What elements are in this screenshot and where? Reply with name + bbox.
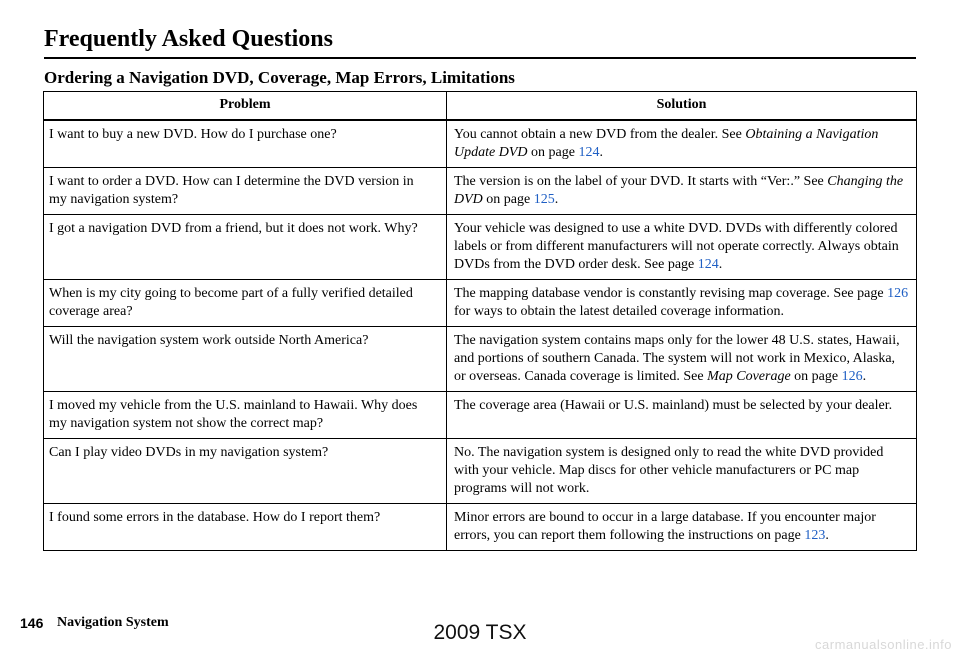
solution-text: Your vehicle was designed to use a white DVD. DVDs with differently colored labels or from different manufacturers will not operate correctly. Always obtain DVDs from the DVD order desk. See page: [454, 221, 899, 272]
reference-title: Changing the DVD: [454, 174, 904, 207]
solution-cell: [447, 215, 917, 280]
solution-text: The coverage area (Hawaii or U.S. mainland) must be selected by your dealer.: [454, 398, 893, 413]
solution-text: You cannot obtain a new DVD from the dealer. See: [454, 127, 746, 142]
table-row: [44, 327, 917, 392]
footer-label: Navigation System: [57, 615, 169, 630]
table-row: [44, 215, 917, 280]
page-number: 146: [20, 615, 44, 631]
page-link[interactable]: 125: [533, 192, 555, 207]
faq-table: [43, 91, 917, 551]
page-link[interactable]: 126: [841, 369, 863, 384]
solution-cell: [447, 120, 917, 168]
section-title: Ordering a Navigation DVD, Coverage, Map Errors, Limitations: [44, 68, 515, 87]
table-row: [44, 280, 917, 327]
table-row: [44, 504, 917, 551]
problem-cell: I want to buy a new DVD. How do I purchase one?: [44, 120, 447, 168]
table-header-row: [44, 92, 917, 121]
problem-cell: I found some errors in the database. How do I report them?: [44, 504, 447, 551]
solution-text: .: [825, 528, 829, 543]
solution-text: .: [599, 145, 603, 160]
solution-text: on page: [482, 192, 534, 207]
watermark-model: 2009 TSX: [433, 621, 527, 644]
solution-text: The navigation system contains maps only for the lower 48 U.S. states, Hawaii, and portions of southern Canada. The system will not work in Mexico, Alaska, or overseas. Canada coverage is limited. See: [454, 333, 900, 384]
table-row: [44, 392, 917, 439]
problem-cell: I want to order a DVD. How can I determine the DVD version in my navigation system?: [44, 168, 447, 215]
page-title: Frequently Asked Questions: [44, 26, 333, 52]
solution-cell: [447, 392, 917, 439]
solution-text: for ways to obtain the latest detailed coverage information.: [454, 304, 785, 319]
solution-text: No. The navigation system is designed only to read the white DVD provided with your vehicle. Map discs for other vehicle manufacturers or PC map programs will not work.: [454, 445, 884, 496]
problem-cell: When is my city going to become part of a fully verified detailed coverage area?: [44, 280, 447, 327]
solution-cell: [447, 439, 917, 504]
problem-cell: Can I play video DVDs in my navigation system?: [44, 439, 447, 504]
solution-cell: [447, 504, 917, 551]
watermark-site: carmanualsonline.info: [815, 637, 952, 652]
table-row: [44, 168, 917, 215]
solution-text: .: [718, 257, 723, 272]
solution-text: Minor errors are bound to occur in a large database. If you encounter major errors, you can report them following the instructions on page: [454, 510, 876, 543]
solution-cell: [447, 280, 917, 327]
solution-text: .: [862, 369, 867, 384]
page-link[interactable]: 124: [697, 257, 719, 272]
reference-title: Obtaining a Navigation Update DVD: [454, 127, 879, 160]
page-link[interactable]: 126: [887, 286, 909, 301]
solution-cell: [447, 327, 917, 392]
page-link[interactable]: 123: [804, 528, 826, 543]
page-link[interactable]: 124: [578, 145, 600, 160]
solution-text: on page: [527, 145, 579, 160]
header-problem: Problem: [44, 92, 447, 121]
problem-cell: Will the navigation system work outside North America?: [44, 327, 447, 392]
faq-body: [44, 120, 917, 551]
solution-text: The mapping database vendor is constantly revising map coverage. See page: [454, 286, 888, 301]
header-solution: Solution: [447, 92, 917, 121]
solution-text: on page: [790, 369, 842, 384]
problem-cell: I got a navigation DVD from a friend, but it does not work. Why?: [44, 215, 447, 280]
solution-text: The version is on the label of your DVD. It starts with “Ver:.” See: [454, 174, 828, 189]
solution-text: .: [554, 192, 559, 207]
table-row: [44, 120, 917, 168]
reference-title: Map Coverage: [707, 369, 791, 384]
problem-cell: I moved my vehicle from the U.S. mainland to Hawaii. Why does my navigation system not show the correct map?: [44, 392, 447, 439]
solution-cell: [447, 168, 917, 215]
table-row: [44, 439, 917, 504]
title-rule: [44, 57, 916, 59]
